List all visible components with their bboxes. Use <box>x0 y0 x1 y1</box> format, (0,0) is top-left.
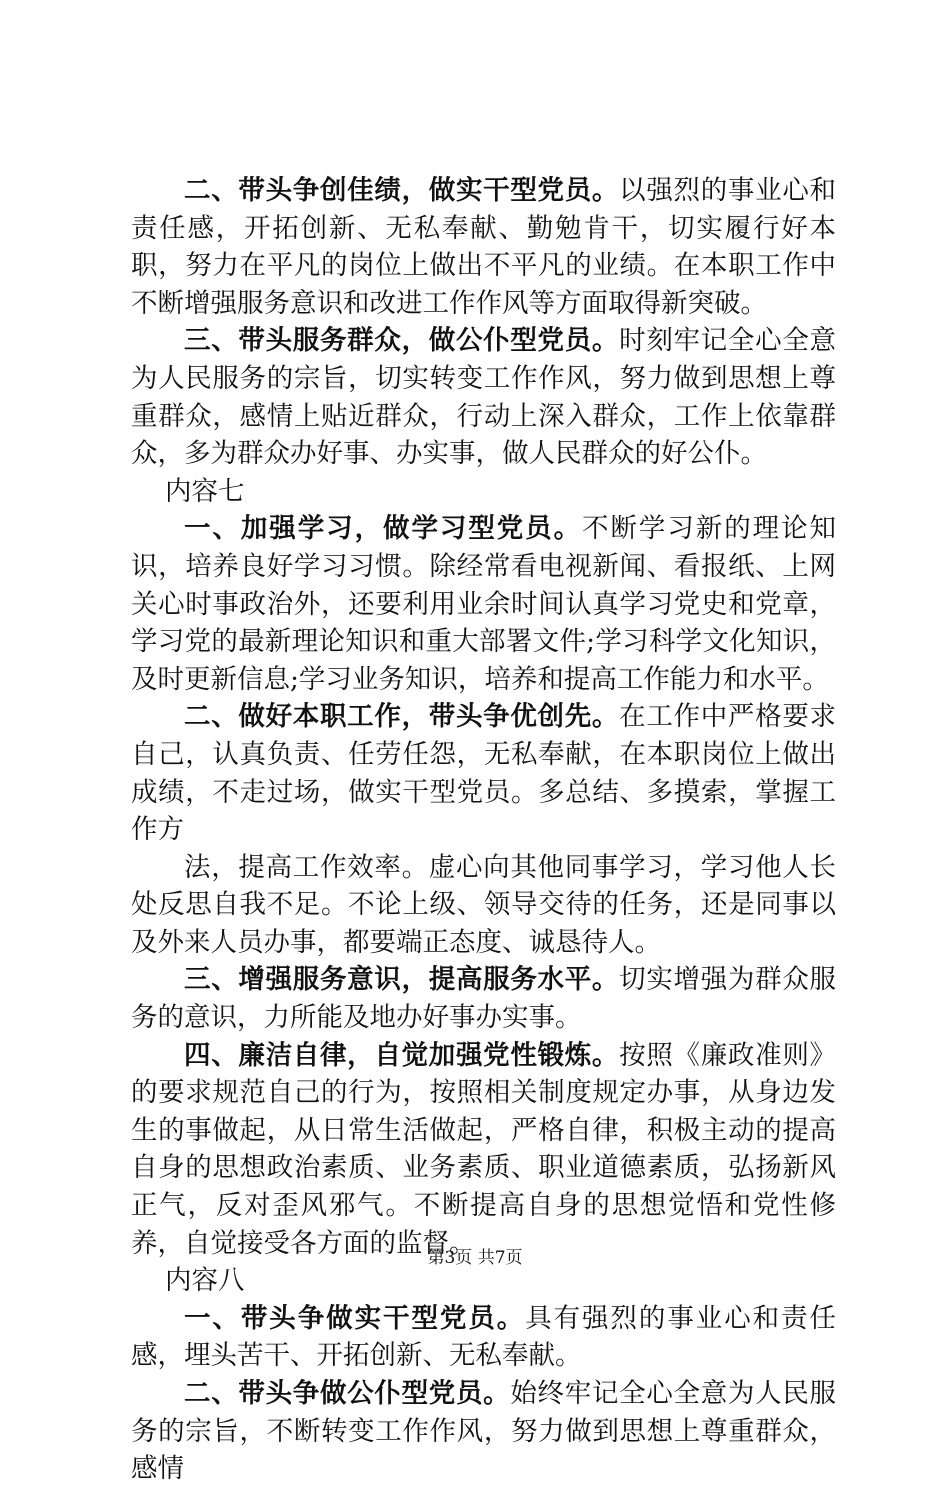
section-label: 内容八 <box>165 1265 245 1297</box>
paragraph-heading: 一、带头争做实干型党员。 <box>184 1302 526 1334</box>
paragraph-heading: 二、做好本职工作，带头争优创先。 <box>184 701 620 733</box>
paragraph-text: 不断学习新的理论知识，培养良好学习习惯。除经常看电视新闻、看报纸、上网关心时事政治外，还要利用业余时间认真学习党史和党章，学习党的最新理论知识和重大部署文件;学习科学文化知识，及时更新信息;学习业务知识，培养和提高工作能力和水平。 <box>131 513 837 695</box>
paragraph-text: 始终牢记全心全意为人民服务的宗旨，不断转变工作作风，努力做到思想上尊重群众，感情 <box>131 1378 837 1485</box>
paragraph-text: 具有强烈的事业心和责任感，埋头苦干、开拓创新、无私奉献。 <box>131 1302 837 1372</box>
paragraph-text: 时刻牢记全心全意为人民服务的宗旨，切实转变工作作风，努力做到思想上尊重群众，感情上贴近群众，行动上深入群众，工作上依靠群众，多为群众办好事、办实事，做人民群众的好公仆。 <box>131 325 837 470</box>
paragraph <box>131 1300 836 1375</box>
paragraph-text: 切实增强为群众服务的意识，力所能及地办好事办实事。 <box>131 964 837 1034</box>
paragraph <box>131 172 836 322</box>
paragraph-text: 按照《廉政准则》的要求规范自己的行为，按照相关制度规定办事，从身边发生的事做起，从日常生活做起，严格自律，积极主动的提高自身的思想政治素质、业务素质、职业道德素质，弘扬新风正气，反对歪风邪气。不断提高自身的思想觉悟和党性修养，自觉接受各方面的监督。 <box>131 1039 837 1259</box>
paragraph <box>131 849 836 962</box>
paragraph-heading: 三、带头服务群众，做公仆型党员。 <box>184 325 620 357</box>
paragraph <box>131 698 836 848</box>
page-footer: 第3页 共7页 <box>427 1248 523 1268</box>
paragraph <box>131 961 836 1036</box>
paragraph <box>131 1375 836 1488</box>
paragraph-text: 以强烈的事业心和责任感，开拓创新、无私奉献、勤勉肯干，切实履行好本职，努力在平凡的岗位上做出不平凡的业绩。在本职工作中不断增强服务意识和改进工作作风等方面取得新突破。 <box>131 175 837 319</box>
paragraph-heading: 二、带头争做公仆型党员。 <box>184 1378 511 1409</box>
paragraph-text: 在工作中严格要求自己，认真负责、任劳任怨，无私奉献，在本职岗位上做出成绩，不走过场，做实干型党员。多总结、多摸索，掌握工作方 <box>131 701 837 846</box>
paragraph <box>131 1037 836 1263</box>
paragraph-heading: 一、加强学习，做学习型党员。 <box>184 513 583 545</box>
paragraph-text: 法，提高工作效率。虚心向其他同事学习，学习他人长处反思自我不足。不论上级、领导交待的任务，还是同事以及外来人员办事，都要端正态度、诚恳待人。 <box>131 851 836 958</box>
paragraph-heading: 四、廉洁自律，自觉加强党性锻炼。 <box>184 1039 620 1071</box>
document-body <box>131 172 836 1488</box>
section-label: 内容七 <box>165 475 245 507</box>
paragraph <box>131 322 836 472</box>
paragraph-heading: 二、带头争创佳绩，做实干型党员。 <box>184 175 620 206</box>
paragraph-heading: 三、增强服务意识，提高服务水平。 <box>184 964 620 996</box>
paragraph <box>131 510 836 698</box>
